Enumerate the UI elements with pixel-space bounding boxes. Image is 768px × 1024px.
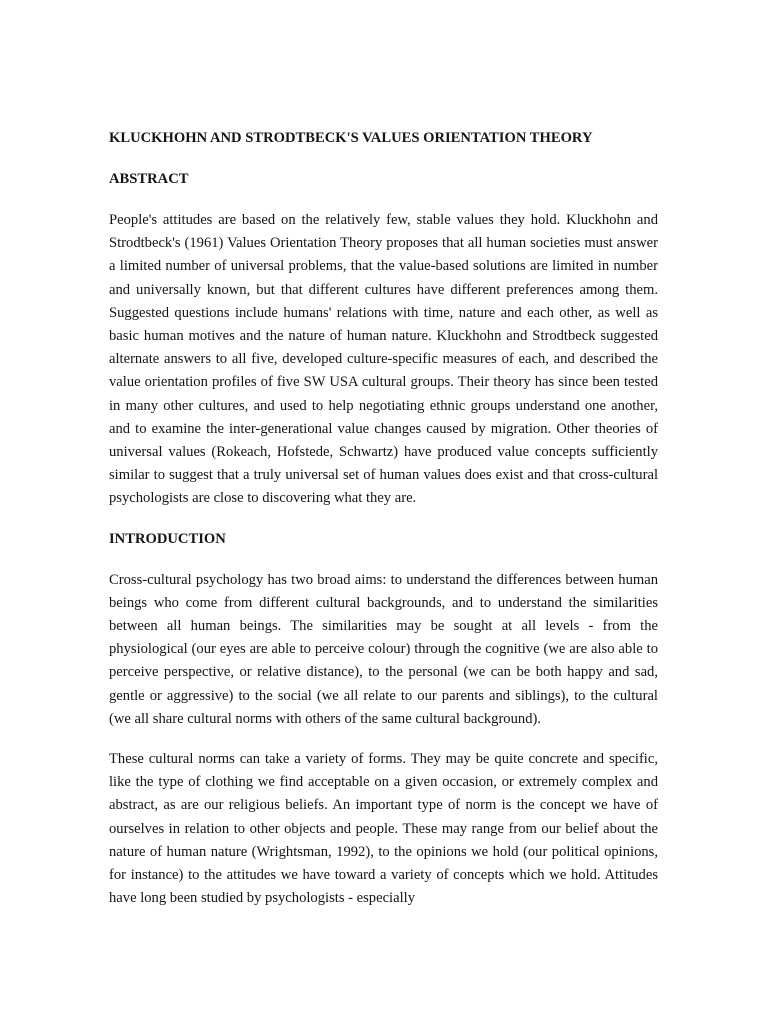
document-page <box>109 127 658 910</box>
introduction-paragraph-1: Cross-cultural psychology has two broad aims: to understand the differences between human beings who come from different cultural backgrounds, and to understand the similarities between all human beings. The similarities may be sought at all levels - from the physiological (our eyes are able to perceive colour) through the cognitive (we are also able to perceive perspective, or relative distance), to the personal (we can be both happy and sad, gentle or aggressive) to the social (we all relate to our parents and siblings), to the cultural (we all share cultural norms with others of the same cultural background). <box>109 571 658 727</box>
document-title: KLUCKHOHN AND STRODTBECK'S VALUES ORIENTATION THEORY <box>109 130 593 146</box>
abstract-heading: ABSTRACT <box>109 171 189 187</box>
introduction-heading: INTRODUCTION <box>109 530 226 547</box>
abstract-paragraph: People's attitudes are based on the relatively few, stable values they hold. Kluckhohn and Strodtbeck's (1961) Values Orientation Theory proposes that all human societies must answer a limited number of universal problems, that the value-based solutions are limited in number and universally known, but that different cultures have different preferences among them. Suggested questions include humans' relations with time, nature and each other, as well as basic human motives and the nature of human nature. Kluckhohn and Strodtbeck suggested alternate answers to all five, developed culture-specific measures of each, and described the value orientation profiles of five SW USA cultural groups. Their theory has since been tested in many other cultures, and used to help negotiating ethnic groups understand one another, and to examine the inter-generational value changes caused by migration. Other theories of universal values (Rokeach, Hofstede, Schwartz) have produced value concepts sufficiently similar to suggest that a truly universal set of human values does exist and that cross-cultural psychologists are close to discovering what they are. <box>109 212 658 507</box>
introduction-paragraph-2: These cultural norms can take a variety of forms. They may be quite concrete and specific, like the type of clothing we find acceptable on a given occasion, or extremely complex and abstract, as are our religious beliefs. An important type of norm is the concept we have of ourselves in relation to other objects and people. These may range from our belief about the nature of human nature (Wrightsman, 1992), to the opinions we hold (our political opinions, for instance) to the attitudes we have toward a variety of concepts which we hold. Attitudes have long been studied by psychologists - especially <box>109 751 658 907</box>
